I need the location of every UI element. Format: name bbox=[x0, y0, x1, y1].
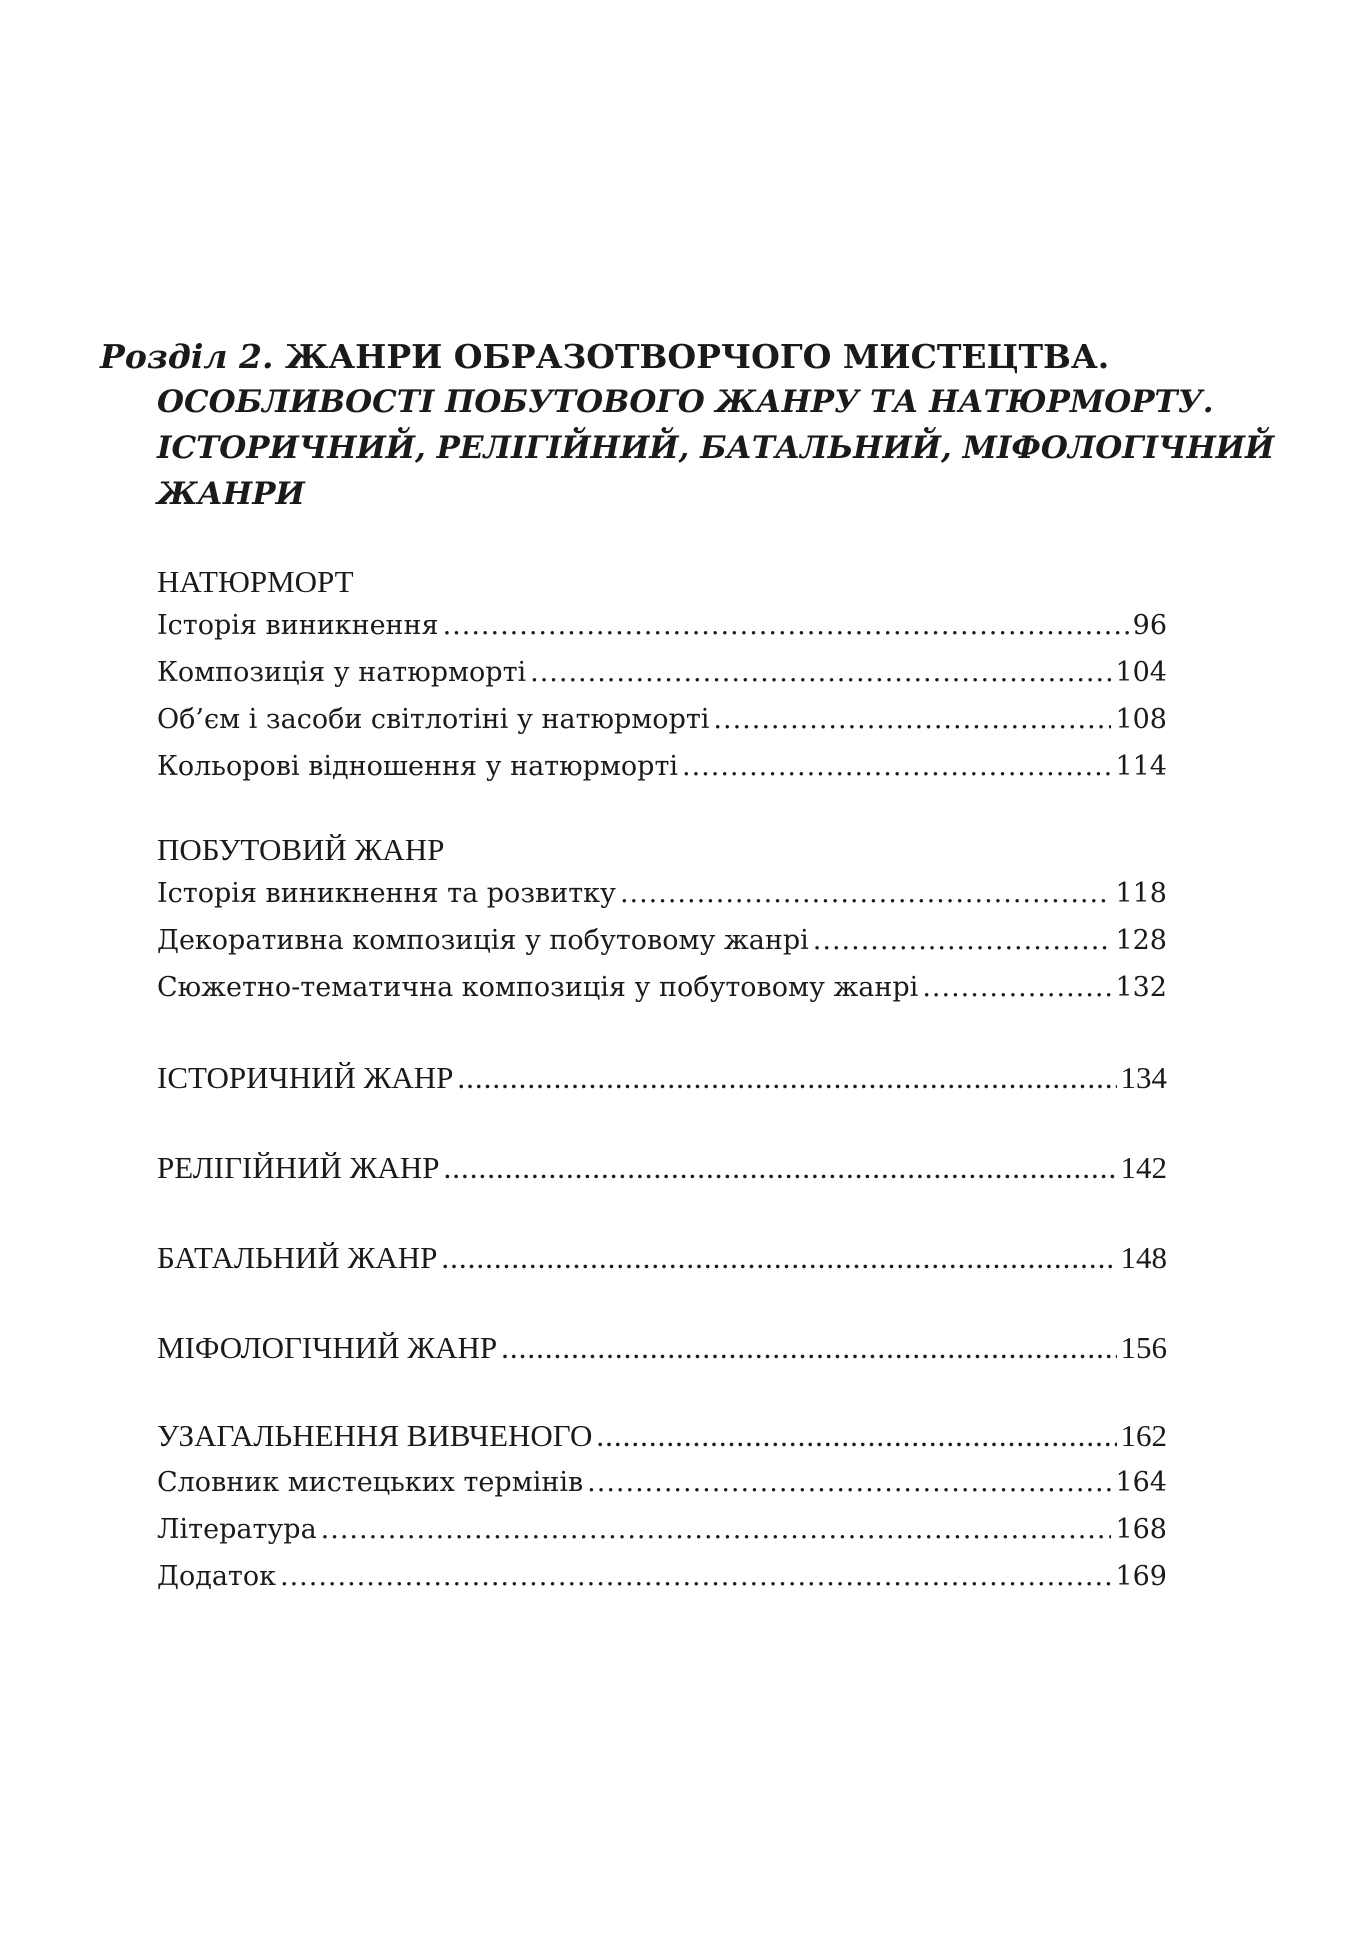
toc-entry-label: Додаток bbox=[157, 1561, 276, 1592]
toc-entry-page: 162 bbox=[1120, 1418, 1167, 1453]
toc-entry[interactable] bbox=[157, 917, 1167, 964]
toc-entry-page: 142 bbox=[1120, 1150, 1167, 1185]
dot-leader bbox=[501, 1324, 1116, 1371]
toc-entry-page: 108 bbox=[1115, 704, 1167, 735]
toc-entry-historical[interactable] bbox=[157, 1054, 1167, 1101]
dot-leader bbox=[443, 602, 1129, 649]
toc-entry-label: БАТАЛЬНИЙ ЖАНР bbox=[157, 1240, 438, 1275]
toc-entry-label: Історія виникнення та розвитку bbox=[157, 878, 616, 909]
toc-entry[interactable] bbox=[157, 964, 1167, 1011]
dot-leader bbox=[530, 649, 1111, 696]
dot-leader bbox=[620, 870, 1112, 917]
toc-entry-label: Об’єм і засоби світлотіні у натюрморті bbox=[157, 704, 710, 735]
toc-entry-label: Декоративна композиція у побутовому жанрі bbox=[157, 925, 809, 956]
toc-entry-page: 118 bbox=[1115, 878, 1167, 909]
section-spacer bbox=[157, 1371, 1167, 1412]
dot-leader bbox=[922, 964, 1111, 1011]
toc-entry[interactable] bbox=[157, 870, 1167, 917]
toc-entry-page: 128 bbox=[1115, 925, 1167, 956]
toc-entry-label: Історія виникнення bbox=[157, 610, 439, 641]
dot-leader bbox=[280, 1553, 1111, 1600]
chapter-subtitle-line-3: ЖАНРИ bbox=[157, 476, 305, 512]
chapter-title-line bbox=[100, 335, 1250, 379]
section-spacer bbox=[157, 1191, 1167, 1234]
toc-entry-label: Словник мистецьких термінів bbox=[157, 1467, 584, 1498]
dot-leader bbox=[457, 1054, 1116, 1101]
toc-entry-label: МІФОЛОГІЧНИЙ ЖАНР bbox=[157, 1330, 498, 1365]
toc-entry-label: Кольорові відношення у натюрморті bbox=[157, 751, 679, 782]
toc-entry-label: Сюжетно-тематична композиція у побутовому жанрі bbox=[157, 972, 919, 1003]
toc-entry-page: 156 bbox=[1120, 1330, 1167, 1365]
section-title-still-life: НАТЮРМОРТ bbox=[157, 564, 354, 599]
toc-entry-battle[interactable] bbox=[157, 1234, 1167, 1281]
toc-entry-label: РЕЛІГІЙНИЙ ЖАНР bbox=[157, 1150, 440, 1185]
toc-entry[interactable] bbox=[157, 1459, 1167, 1506]
section-title-genre: ПОБУТОВИЙ ЖАНР bbox=[157, 832, 445, 867]
section-spacer bbox=[157, 1101, 1167, 1144]
toc-entry-page: 168 bbox=[1115, 1514, 1167, 1545]
toc-entry-page: 104 bbox=[1115, 657, 1167, 688]
toc-entry[interactable] bbox=[157, 649, 1167, 696]
dot-leader bbox=[713, 696, 1111, 743]
toc-entry-religious[interactable] bbox=[157, 1144, 1167, 1191]
toc-entry-page: 134 bbox=[1120, 1060, 1167, 1095]
toc-entry[interactable] bbox=[157, 696, 1167, 743]
dot-leader bbox=[596, 1412, 1116, 1459]
toc-entry-page: 96 bbox=[1132, 610, 1167, 641]
toc-entry-page: 132 bbox=[1115, 972, 1167, 1003]
chapter-label: Розділ 2. bbox=[100, 337, 274, 376]
toc-entry[interactable] bbox=[157, 602, 1167, 649]
toc-entry-label: Композиція у натюрморті bbox=[157, 657, 527, 688]
dot-leader bbox=[682, 743, 1111, 790]
toc-entry[interactable] bbox=[157, 743, 1167, 790]
dot-leader bbox=[321, 1506, 1112, 1553]
toc-entry-label: ІСТОРИЧНИЙ ЖАНР bbox=[157, 1060, 454, 1095]
dot-leader bbox=[587, 1459, 1111, 1506]
chapter-subtitle-line-2: ІСТОРИЧНИЙ, РЕЛІГІЙНИЙ, БАТАЛЬНИЙ, МІФОЛОГІЧНИЙ bbox=[157, 430, 1275, 466]
toc-entry-label: УЗАГАЛЬНЕННЯ ВИВЧЕНОГО bbox=[157, 1418, 593, 1453]
section-spacer bbox=[157, 1281, 1167, 1324]
toc-entry-summary[interactable] bbox=[157, 1412, 1167, 1459]
section-spacer bbox=[157, 790, 1167, 830]
toc-entry-page: 148 bbox=[1120, 1240, 1167, 1275]
dot-leader bbox=[443, 1144, 1116, 1191]
toc-entry-page: 164 bbox=[1115, 1467, 1167, 1498]
toc-entry-page: 114 bbox=[1115, 751, 1167, 782]
table-of-contents bbox=[157, 562, 1167, 1600]
dot-leader bbox=[813, 917, 1112, 964]
toc-entry-label: Література bbox=[157, 1514, 317, 1545]
toc-entry[interactable] bbox=[157, 1506, 1167, 1553]
section-spacer bbox=[157, 1011, 1167, 1054]
dot-leader bbox=[441, 1234, 1116, 1281]
chapter-subtitle-line-1: ОСОБЛИВОСТІ ПОБУТОВОГО ЖАНРУ ТА НАТЮРМОРТУ. bbox=[157, 384, 1214, 420]
toc-entry-mythological[interactable] bbox=[157, 1324, 1167, 1371]
chapter-title: ЖАНРИ ОБРАЗОТВОРЧОГО МИСТЕЦТВА. bbox=[284, 337, 1110, 376]
chapter-heading bbox=[100, 335, 1275, 517]
toc-entry-page: 169 bbox=[1115, 1561, 1167, 1592]
toc-entry[interactable] bbox=[157, 1553, 1167, 1600]
